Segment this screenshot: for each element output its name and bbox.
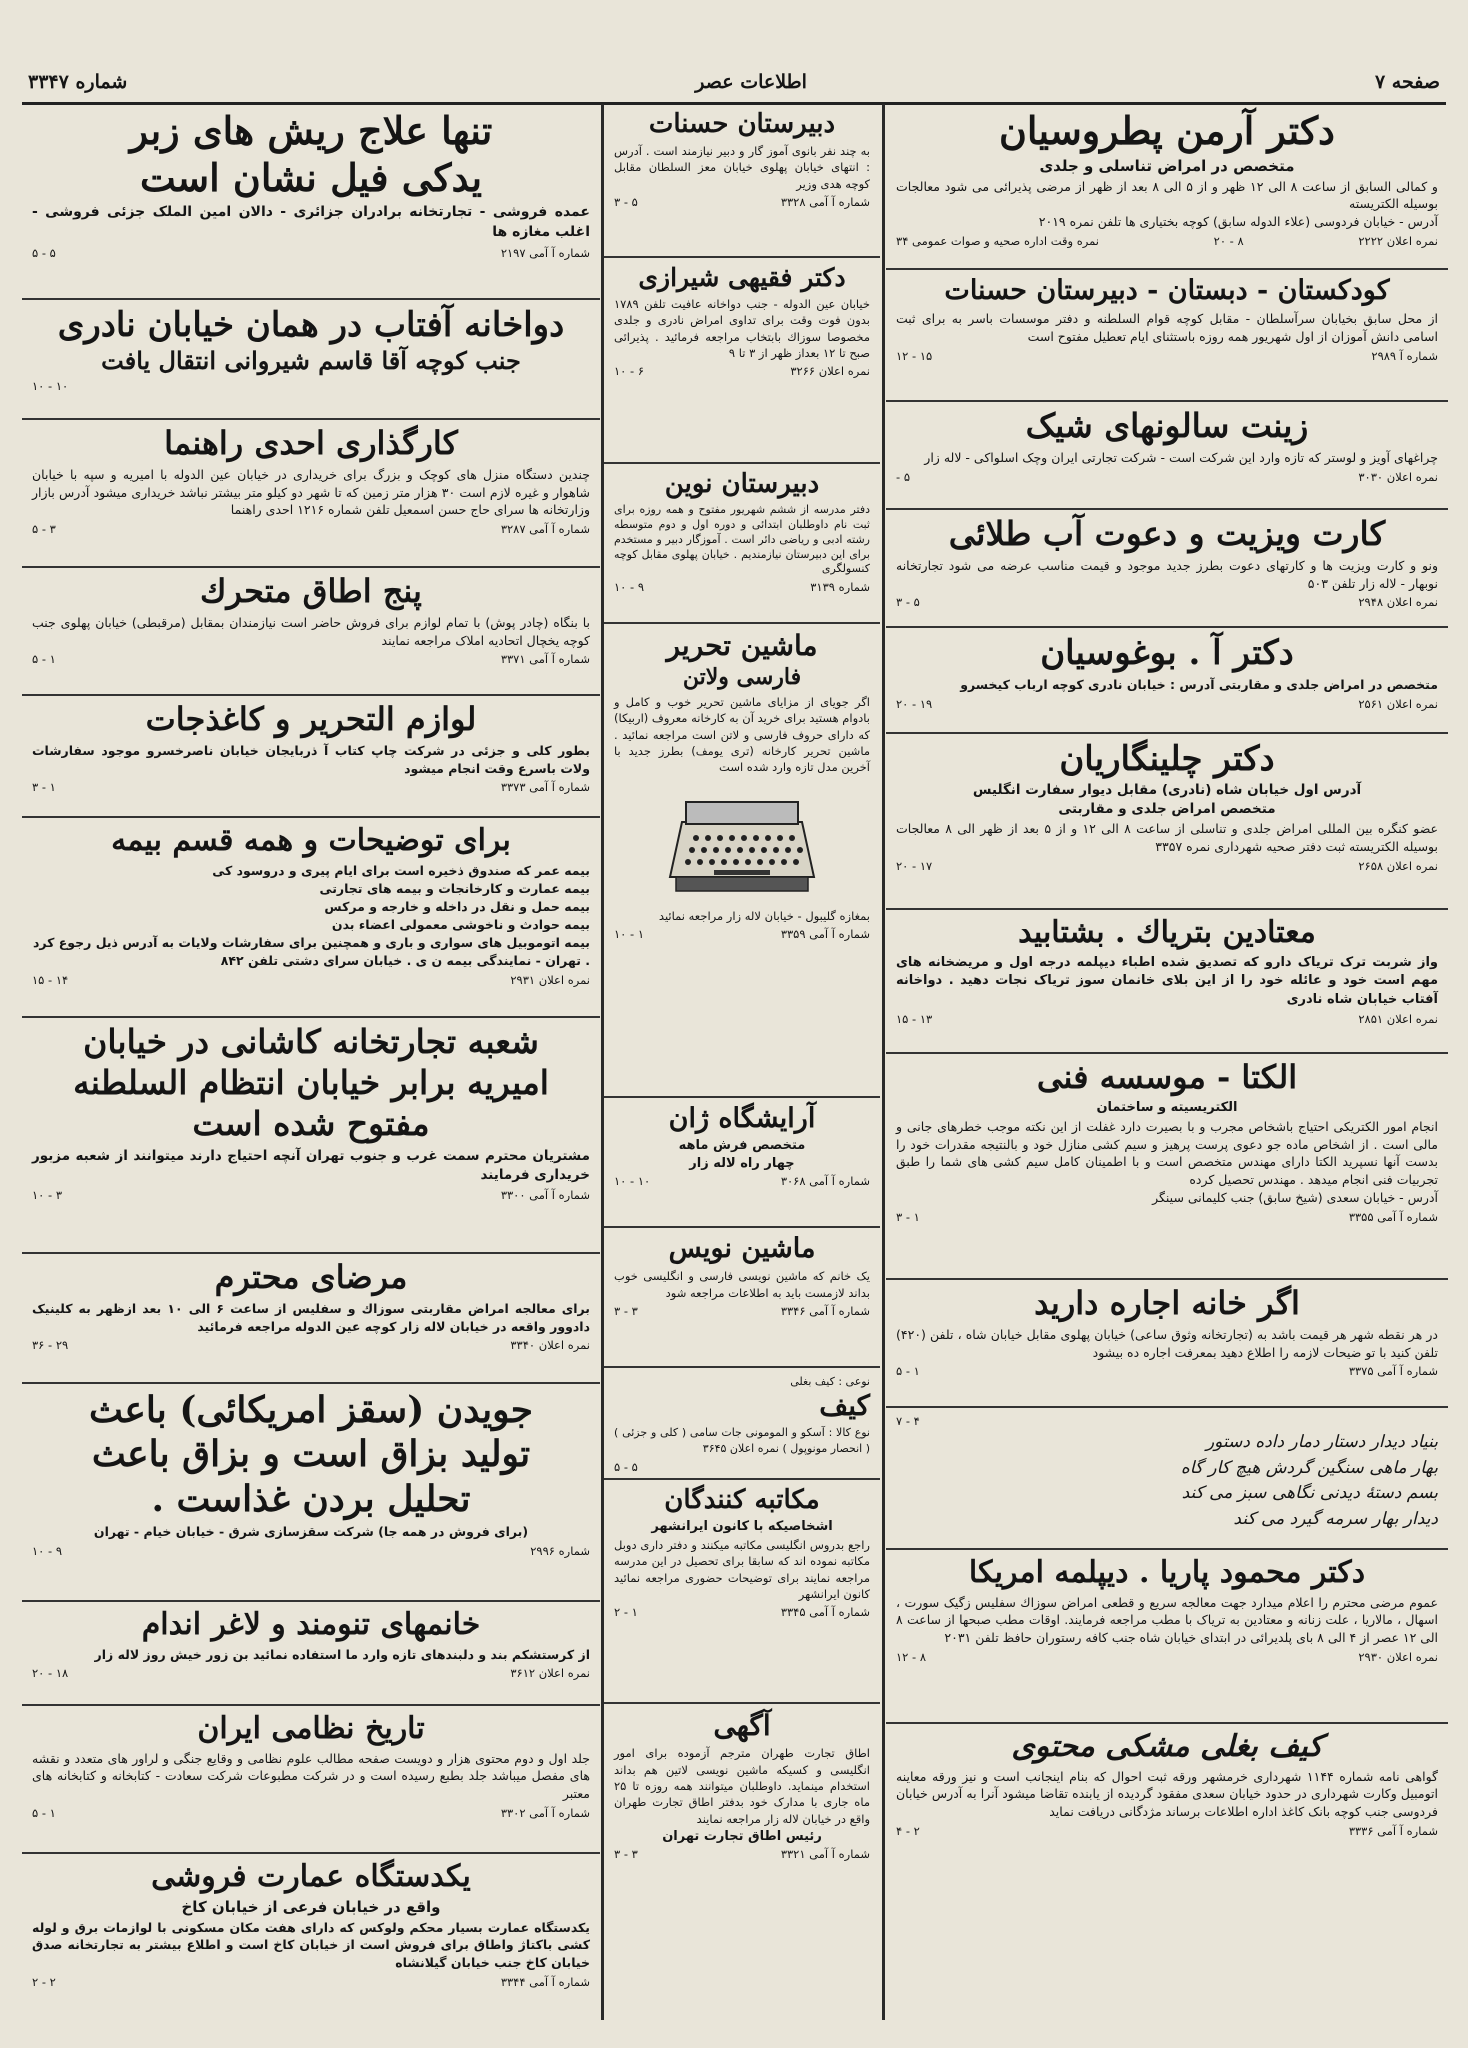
ad-title: ماشین تحریر	[666, 629, 818, 662]
ad-body: در هر نقطه شهر هر قیمت باشد به (تجارتخانه وثوق ساعی) خیابان پهلوی مقابل خیابان شاه ، تلفن (۴۲۰) تلفن کنید با تو ضیحات لازمه را اطلاع دهید بمعرفت اجاره ده بیشود	[896, 1326, 1438, 1360]
ad-taryak	[886, 910, 1448, 1054]
ad-ejare	[886, 1280, 1448, 1408]
ad-dates: ۸ - ۱۲	[896, 1649, 927, 1664]
ad-footer	[32, 246, 590, 260]
ad-title: شعبه تجارتخانه کاشانی در خیابان	[83, 1022, 539, 1061]
ad-title-line: مفتوح شده است	[192, 1103, 430, 1143]
ad-dates: ۱۷ - ۲۰	[896, 858, 933, 873]
ad-otagh	[22, 568, 600, 696]
ad-footer	[32, 973, 590, 987]
ad-footer	[896, 470, 1438, 484]
ad-subtitle: فارسی ولاتن	[682, 664, 802, 691]
ad-title: دبیرستان حسنات	[648, 109, 836, 139]
ad-dates: ۳ - ۱۰	[32, 1188, 63, 1203]
ad-dates: ۱۰ - ۱۰	[614, 1174, 651, 1189]
ad-title: برای توضیحات و همه قسم بیمه	[111, 823, 511, 858]
ad-title: خانمهای تنومند و لاغر اندام	[141, 1607, 481, 1642]
ad-number: شماره آ آمی ۳۳۷۵	[1348, 1364, 1438, 1379]
right-column	[886, 104, 1448, 2020]
ad-body: از کرستشکم بند و دلبندهای تازه وارد ما استفاده نمائید بن زور خیش روز لاله زار	[94, 1646, 590, 1662]
ad-body: بطور کلی و جزئی در شرکت چاپ کتاب آ ذربایجان خیابان ناصرخسرو موجود سفارشات ولات باسرع وقت انجام میشود	[32, 742, 590, 776]
list-item: بیمه عمارت و کارخانجات و بیمه های تجارتی	[319, 880, 590, 896]
ad-title: پنج اطاق متحرك	[200, 572, 422, 610]
ad-title: الکتا - موسسه فنی	[1036, 1058, 1298, 1096]
ad-body: ونو و کارت ویزیت ها و کارتهای دعوت بطرز جدید موجود و قیمت مناسب عرضه می شود تجارتخانه نوبهار - لاله زار تلفن ۵۰۳	[896, 557, 1438, 591]
ad-kashani	[22, 1018, 600, 1254]
ad-body: متخصص در امراض جلدی و مقاربتی آدرس : خیابان نادری کوچه ارباب کیخسرو	[960, 677, 1438, 693]
ad-footer	[32, 1806, 590, 1820]
ad-number: شماره آ آمی ۳۳۳۶	[1348, 1823, 1438, 1838]
ad-number: نمره اعلان ۳۲۶۶	[790, 364, 870, 379]
ad-dates: ۱۸ - ۲۰	[32, 1666, 69, 1681]
ad-zinat	[886, 402, 1448, 510]
ad-zhan	[604, 1098, 880, 1228]
ad-title: دکتر محمود پاریا . دیپلمه امریکا	[968, 1555, 1366, 1590]
ad-dates: ۱۹ - ۲۰	[896, 696, 933, 711]
ad-title: آگهی	[713, 1709, 771, 1742]
ad-chelengar	[886, 734, 1448, 910]
left-column	[22, 104, 600, 2020]
ad-subtitle: متخصص امراض جلدی و مقاربتی	[1058, 801, 1276, 818]
list-item: بیمه حوادث و ناخوشی معمولی اعضاء بدن	[331, 916, 590, 932]
ad-footer	[614, 364, 870, 378]
ad-dates: ۵ -	[896, 469, 910, 484]
ad-kif-small	[604, 1368, 880, 1480]
ad-title: دکتر آرمن پطروسیان	[999, 108, 1335, 153]
ad-footer	[32, 522, 590, 536]
ad-footer	[614, 195, 870, 209]
ad-body: و کمالی السابق از ساعت ۸ الی ۱۲ ظهر و از ۵ الی ۸ بعد از ظهر از مرضی پذیرائی می شود معالجات بوسیله الکتریسته	[896, 178, 1438, 212]
ad-dates: ۱ - ۵	[896, 1364, 920, 1379]
ad-dates: ۳ - ۳	[614, 1303, 638, 1318]
handwritten-line: بسم دستهٔ دیدنی نگاهی سبز می کند	[1181, 1483, 1438, 1503]
ad-title: دکتر چلینگاریان	[1059, 739, 1275, 779]
ad-handwritten	[886, 1408, 1448, 1550]
ad-footer	[614, 1605, 870, 1619]
ad-zebr	[22, 104, 600, 300]
ad-kodakestan	[886, 270, 1448, 402]
ad-dates: ۲۹ - ۳۶	[32, 1338, 69, 1353]
ad-bime	[22, 818, 600, 1018]
ad-footer	[32, 1188, 590, 1202]
ad-title: آرایشگاه ژان	[668, 1103, 816, 1134]
ad-body: یکدستگاه عمارت بسیار محکم ولوکس که دارای هفت مکان مسکونی با لوازمات برق و لوله کشی باکتاژ واطاق برای فروش است از خیابان کاخ است و اطلاع بیشتر به تجارتخانه صدق خیابان کاخ جنب خیابان گیلانشاه	[32, 1919, 590, 1971]
ad-kif	[886, 1724, 1448, 1914]
ad-title: مکاتبه کنندگان	[664, 1485, 820, 1515]
ad-footer	[896, 1364, 1438, 1378]
ad-body: خیابان عین الدوله - جنب دواخانه عافیت تلفن ۱۷۸۹ بدون فوت وقت برای تداوی امراض نادری و جلدی مخصوصا سوزاك بابتخاب مراجعه فرمائید . پذیرائی صبح تا ۱۲ بعداز ظهر از ۳ تا ۹	[614, 297, 870, 360]
ad-number: نمره اعلان ۲۲۲۲	[1358, 233, 1438, 248]
ad-title: کیف	[819, 1388, 870, 1422]
ad-number: شماره آ آمی ۳۳۵۵	[1348, 1209, 1438, 1224]
ad-title: تنها علاج ریش های زبر	[129, 108, 493, 153]
ad-pre: نوعی : کیف بغلی	[790, 1375, 870, 1388]
ad-number: نمره اعلان ۲۹۳۰	[1358, 1649, 1438, 1664]
ad-dates: ۱۴ - ۱۵	[32, 973, 69, 988]
ad-title: دواخانه آفتاب در همان خیابان نادری	[57, 305, 565, 345]
ad-mashin-tahrir	[604, 624, 880, 1098]
ad-javidan	[22, 1384, 600, 1602]
ad-title: دکتر فقیهی شیرازی	[638, 263, 846, 292]
ad-body: چهار راه لاله زار	[689, 1156, 795, 1172]
typewriter-illustration	[662, 782, 822, 902]
ad-armen	[886, 104, 1448, 270]
ad-address: آدرس اول خیابان شاه (نادری) مقابل دیوار سفارت انگلیس	[972, 782, 1362, 799]
ad-number: نمره اعلان ۳۰۳۰	[1358, 469, 1438, 484]
ad-marza	[22, 1254, 600, 1384]
ad-aftab	[22, 300, 600, 420]
ad-number: شماره آ آمی ۳۰۶۸	[780, 1174, 870, 1189]
ad-number: نمره اعلان ۲۶۵۸	[1358, 858, 1438, 873]
ad-number: شماره آ آمی ۲۱۹۷	[500, 245, 590, 260]
ad-title: دکتر آ . بوغوسیان	[1040, 633, 1294, 673]
ad-number: شماره ۳۱۳۹	[810, 580, 870, 595]
ad-dates: ۲ - ۲	[32, 1974, 56, 1989]
ad-dates: ۵ - ۳	[614, 195, 638, 210]
ad-footer	[614, 927, 870, 941]
ad-body: برای معالجه امراض مقاربتی سوزاك و سفلیس از ساعت ۶ الی ۱۰ بعد ازظهر به کلینیک دادوور واقعه در خیابان لاله زار کوچه عین الدوله مراجعه فرمائید	[32, 1300, 590, 1334]
ad-footer	[614, 580, 870, 594]
ad-dates: ۱ - ۵	[32, 652, 56, 667]
ad-subtitle: الکتریسیته و ساختمان	[1096, 1099, 1238, 1115]
ad-number: شماره آ آمی ۳۳۷۳	[500, 780, 590, 795]
ad-number: نمره اعلان ۳۳۴۰	[510, 1338, 590, 1353]
ad-dates: ۴ - ۷	[896, 1414, 920, 1428]
ad-body: عضو کنگره بین المللی امراض جلدی و تناسلی از ساعت ۸ الی ۱۲ و از ۵ بعد از ظهر الی ۸ معالجات بوسیله الکتریسته ثبت دفتر صحیه شهرداری نمره ۳۳۵۷	[896, 821, 1439, 854]
ad-body: دفتر مدرسه از ششم شهریور مفتوح و همه روزه برای ثبت نام داوطلبان ابتدائی و دوره اول و دوم متوسطه رشته ادبی و ریاضی دائر است . آموزگار دبیر و مستخدم برای این دبیرستان نیازمندیم . خیابان پهلوی مقابل کوچه کنسولگری	[614, 503, 870, 576]
ad-body: جلد اول و دوم محتوی هزار و دویست صفحه مطالب علوم نظامی و وقایع جنگی و لراور های متعدد و نقشه های مفصل میباشد جلد بطبع رسیده است و در شرکت مطبوعات شرکت سعادت - کتابخانه و کتابخانه های معتبر	[32, 1750, 590, 1802]
ad-khanom	[22, 1602, 600, 1706]
ad-ahadi	[22, 420, 600, 568]
column-rule	[882, 104, 885, 2020]
ad-title: یکدستگاه عمارت فروشی	[151, 1859, 471, 1894]
ad-body: چندین دستگاه منزل های کوچک و بزرگ برای خریداری در خیابان عین الدوله با امیریه و سپه با خیابان شاهوار و غیره لازم است ۳۰ هزار متر زمین که تا شهر دو کیلو متر بیشتر نباشد خریداری میشود آدرس بازار وزارتخانه ها سرای حاج حسن اسمعیل تلفن شماره ۱۲۱۶ احدی راهنما	[32, 466, 591, 518]
issue-number: شماره ۳۳۴۷	[28, 71, 128, 93]
ad-lavazem	[22, 696, 600, 818]
ad-footer	[614, 1460, 870, 1474]
ad-number: شماره آ آمی ۳۳۴۶	[780, 1303, 870, 1318]
ad-dates: ۲ - ۴	[896, 1823, 920, 1838]
ad-hasanat	[604, 104, 880, 258]
ad-footer	[896, 1650, 1438, 1664]
ad-footer	[896, 1824, 1438, 1838]
ad-dates: ۱۳ - ۱۵	[896, 1011, 933, 1026]
ad-dates: ۱ - ۳	[896, 1209, 920, 1224]
ad-mahmud	[886, 1550, 1448, 1724]
ad-dates: ۹ - ۱۰	[32, 1543, 63, 1558]
ad-number: شماره آ آمی ۳۳۰۰	[500, 1188, 590, 1203]
ad-dates: ۱ - ۲	[614, 1605, 638, 1620]
ad-dates: ۳ - ۵	[32, 522, 56, 537]
list-item: بیمه حمل و نقل در داخله و خارجه و مرکس	[324, 898, 590, 914]
ad-title: مرضای محترم	[214, 1258, 408, 1296]
ad-body: اگر جویای از مزایای ماشین تحریر خوب و کامل و بادوام هستید برای خرید آن به کارخانه معروف (اربیکا) که دارای حروف فارسی و لاتن است مراجعه نمائید . ماشین تحریر کارخانه (تری یومف) بطرز جدید با آخرین مدل تازه وارد شده است	[614, 694, 870, 775]
ad-footer	[32, 1975, 590, 1989]
ad-body: راجع بدروس انگلیسی مکاتبه میکنند و دفتر داری دوبل مکاتبه نموده اند که سابقا برای تحصیل در این مدرسه مراجعه نمایند برای توضیحات حضوری مراجعه نمائید کانون ایرانشهر	[614, 1538, 870, 1602]
ad-title-line: امیریه برابر خیابان انتظام السلطنه	[73, 1062, 549, 1102]
ad-dates: ۵ - ۵	[614, 1459, 638, 1474]
ad-title: جویدن (سقز امریکائی) باعث	[89, 1389, 533, 1431]
ad-body: عموم مرضی محترم را اعلام میدارد جهت معالجه سریع و قطعی امراض سوزاك سفلیس زگیک سورت ، اسهال ، مالاریا ، علت زنانه و معتادین به تریاک با مطب مراجعه فرمایند. اوقات مطب صبحها از ساعت ۸ الی ۱۲ عصر از ۴ الی ۸ بای پلدیرائی در ابتدای خیابان شاه جنب کافه رستوران حافظ تلفن ۲۰۳۱	[896, 1594, 1438, 1646]
ad-footer	[614, 1847, 870, 1861]
ad-body: گواهی نامه شماره ۱۱۴۴ شهرداری خرمشهر ورقه ثبت احوال که بنام اینجانب است و نیز ورقه معاینه اتومبیل وکارت شهرداری در حدود خیابان سعدی مفقود گردیده از یابنده تقاضا میشود آنرا به آدرس خیابان فردوسی جنب کوچه بانک کاغذ اداره اطلاعات برساند مژدگانی دریافت نماید	[896, 1768, 1438, 1820]
handwritten-line: بنیاد دیدار دستار دمار داده دستور	[1205, 1432, 1438, 1452]
ad-number: شماره آ آمی ۳۳۴۵	[780, 1605, 870, 1620]
ad-address: آدرس - خیابان فردوسی (علاء الدوله سابق) کوچه بختیاری ها تلفن نمره ۲۰۱۹	[1038, 214, 1438, 230]
list-item: بیمه عمر که صندوق ذخیره است برای ایام پیری و دروسود کی	[212, 862, 590, 878]
ad-title: ماشین نویس	[668, 1233, 816, 1264]
ad-emarat	[22, 1854, 600, 2020]
ad-dates: ۳ - ۳	[614, 1847, 638, 1861]
ad-note: نمره وقت اداره صحیه و صوات عمومی ۳۴	[896, 233, 1099, 248]
ad-title-line: تولید بزاق است و بزاق باعث	[91, 1433, 531, 1476]
ad-footer	[32, 1544, 590, 1558]
ad-dates: ۱۵ - ۱۲	[896, 348, 933, 363]
ad-title: کارگذاری احدی راهنما	[164, 424, 458, 462]
ad-title: زینت سالونهای شیک	[1025, 406, 1309, 445]
ad-body: واز شربت ترک تریاک دارو که تصدیق شده اطباء دیپلمه درجه اول و مریضخانه های مهم است خود و عائله خود را از این بلای خانمان سوز تریاک نجات دهید . دواخانه آفتاب خیابان شاه نادری	[896, 954, 1438, 1007]
ad-faghihi	[604, 258, 880, 464]
ad-body: چراغهای آویز و لوستر که تازه وارد این شرکت است - شرکت تجارتی ایران وچک اسلواکی - لاله زار	[924, 449, 1438, 465]
ad-title: دبیرستان نوین	[664, 469, 820, 499]
ad-bughos	[886, 628, 1448, 734]
ad-number: شماره آ آمی ۳۳۰۲	[500, 1805, 590, 1820]
ad-agahi	[604, 1704, 880, 1920]
ad-number: شماره آ آمی ۳۳۲۸	[780, 195, 870, 210]
ad-dates: ۸ - ۲۰	[1213, 233, 1244, 248]
ad-body: مشتریان محترم سمت غرب و جنوب تهران آنچه احتیاج دارند میتوانند از شعبه مزبور خریداری فرمایند	[32, 1147, 590, 1184]
ad-title-line: تحلیل بردن غذاست .	[151, 1477, 471, 1520]
ad-number: نمره اعلان ۳۶۱۲	[510, 1666, 590, 1681]
ad-dates: ۹ - ۱۰	[614, 580, 645, 595]
ad-address: بمغازه گلیبول - خیابان لاله زار مراجعه نمائید	[658, 908, 870, 923]
ad-footer	[896, 1012, 1438, 1026]
ad-number: شماره آ آمی ۳۳۴۴	[500, 1974, 590, 1989]
ad-body: عمده فروشی - تجارتخانه برادران جزائری - دالان امین الملک جزئی فروشی - اغلب مغازه ها	[32, 204, 590, 240]
ad-number: نمره اعلان ۲۹۳۱	[510, 973, 590, 988]
paper-name: اطلاعات عصر	[695, 71, 807, 93]
ad-address: آدرس - خیابان سعدی (شیخ سابق) جنب کلیمانی سینگر	[1152, 1189, 1438, 1205]
ad-alkta	[886, 1054, 1448, 1280]
ad-number: نمره اعلان ۲۵۶۱	[1358, 696, 1438, 711]
ad-body: (برای فروش در همه جا) شرکت سقزسازی شرق - خیابان خیام - تهران	[93, 1523, 529, 1539]
ad-footer	[614, 1304, 870, 1318]
ad-body: نوع کالا : آسکو و المومونی جات سامی ( کلی و جزئی ) ( انحصار مونوپول ) نمره اعلان ۳۶۴۵	[614, 1426, 870, 1455]
handwritten-line: دیدار بهار سرمه گیرد می کند	[1233, 1508, 1438, 1529]
ad-footer	[32, 1338, 590, 1352]
ad-title: کارت ویزیت و دعوت آب طلائی	[948, 514, 1386, 553]
ad-number: شماره آ ۲۹۸۹	[1371, 348, 1438, 363]
ad-footer	[896, 697, 1438, 711]
ad-footer	[32, 1666, 590, 1680]
ad-number: شماره آ آمی ۳۳۲۱	[780, 1847, 870, 1861]
ad-body: اطاق تجارت طهران مترجم آزموده برای امور انگلیسی و کسیکه ماشین نویسی لاتین هم بداند استخدام مینماید. داوطلبان میتوانند همه روزه تا ۲۵ ماه جاری با مدارک خود بدفتر اطاق تجارت طهران واقع در خیابان لاله زار مراجعه نمایند	[614, 1746, 870, 1826]
ad-footer	[614, 1174, 870, 1188]
ad-title: لوازم التحریر و کاغذجات	[145, 700, 477, 738]
center-column	[604, 104, 880, 2020]
ad-footer	[896, 1414, 1438, 1428]
ad-body: انجام امور الکتریکی احتیاج باشخاص مجرب و با بصیرت دارد غفلت از این نکته موجب خطرهای جانی و مالی است . از اشخاص ماده جو دعوی پرست پرهیز و سیم کشی منازل خود و بالنتیجه مقدرات خود را بدست آنها نسپرید الکتا دارای مهندس متخصص است و با اطمینان کامل سیم کشی های شما را طبق تجربیات فنی انجام میدهد . مهندس تحصیل کرده	[896, 1118, 1438, 1188]
ad-subtitle: متخصص فرش ماهه	[678, 1138, 806, 1154]
ad-subtitle: واقع در خیابان فرعی از خیابان کاخ	[181, 1897, 441, 1916]
ad-title: معتادین بتریاك . بشتابید	[1018, 915, 1316, 950]
ad-title: کودکستان - دبستان - دبیرستان حسنات	[944, 275, 1390, 306]
handwritten-line: بهار ماهی سنگین گردش هیچ کار گاه	[1180, 1457, 1438, 1478]
ad-body: به چند نفر بانوی آموز گار و دبیر نیازمند است . آدرس : انتهای خیابان پهلوی خیابان معز السلطان مقابل کوچه هدی وزیر	[614, 144, 870, 191]
ad-footer	[896, 234, 1438, 248]
ad-signature: رئیس اطاق تجارت تهران	[662, 1829, 822, 1844]
ad-title: کیف بغلی مشکی محتوی	[1011, 1729, 1323, 1764]
ad-footer	[896, 859, 1438, 873]
list-item: بیمه اتوموبیل های سواری و باری و همچنین برای سفارشات ولایات به آدرس ذیل رجوع کرد . تهران - نمایندگی بیمه ن ی . خیابان سرای دشتی تلفن ۸۴۲	[32, 935, 590, 969]
ad-body: از محل سابق بخیابان سرآسلطان - مقابل کوچه قوام السلطنه و دفتر موسسات باسر به برای ثبت اسامی دانش آموزان از اول شهریور همه روزه باستثنای ایام تعطیل مفتوح است	[896, 311, 1438, 344]
masthead	[22, 62, 1446, 105]
ad-tarikh	[22, 1706, 600, 1854]
ad-number: شماره آ آمی ۳۳۷۱	[500, 652, 590, 667]
ad-dates: ۱ - ۳	[32, 780, 56, 795]
ad-number: نمره اعلان ۲۸۵۱	[1358, 1011, 1438, 1026]
ad-footer	[896, 349, 1438, 363]
ad-subtitle: اشخاصیکه با کانون ایرانشهر	[651, 1519, 833, 1535]
ad-number: نمره اعلان ۲۹۴۸	[1358, 595, 1438, 610]
ad-footer	[896, 1210, 1438, 1224]
ad-title-line: یدکی فیل نشان است	[139, 154, 483, 200]
ad-kart	[886, 510, 1448, 628]
ad-dates: ۵ - ۳	[896, 595, 920, 610]
ad-footer	[32, 780, 590, 794]
ad-footer	[896, 595, 1438, 609]
ad-dates: ۱ - ۵	[32, 1805, 56, 1820]
ad-body: یک خانم که ماشین نویسی فارسی و انگلیسی خوب بداند لازمست باید به اطلاعات مراجعه شود	[614, 1269, 870, 1300]
ad-footer	[32, 379, 590, 393]
ad-novin	[604, 464, 880, 624]
ad-title: اگر خانه اجاره دارید	[1034, 1284, 1300, 1322]
ad-mokatebe	[604, 1480, 880, 1704]
ad-body: با بنگاه (چادر پوش) با تمام لوازم برای فروش حاضر است نیازمندان بمقابل (مرقبطی) خیابان پهلوی جنب کوچه یخچال اتحادیه املاک مراجعه نمایند	[32, 614, 590, 648]
ad-title-line: جنب کوچه آقا قاسم شیروانی انتقال یافت	[101, 346, 521, 376]
ad-footer	[32, 652, 590, 666]
ad-dates: ۵ - ۵	[32, 245, 56, 260]
page-number: صفحه ۷	[1374, 71, 1440, 93]
ad-dates: ۱۰ - ۱۰	[32, 378, 69, 393]
ad-number: شماره ۲۹۹۶	[530, 1543, 590, 1558]
ad-mashin-nevis	[604, 1228, 880, 1368]
ad-title: تاریخ نظامی ایران	[197, 1711, 425, 1746]
ad-number: شماره آ آمی ۳۳۵۹	[780, 926, 870, 941]
ad-dates: ۶ - ۱۰	[614, 364, 645, 379]
ad-subtitle: متخصص در امراض تناسلی و جلدی	[1039, 156, 1295, 175]
ad-dates: ۱ - ۱۰	[614, 926, 645, 941]
ad-number: شماره آ آمی ۳۲۸۷	[500, 522, 590, 537]
